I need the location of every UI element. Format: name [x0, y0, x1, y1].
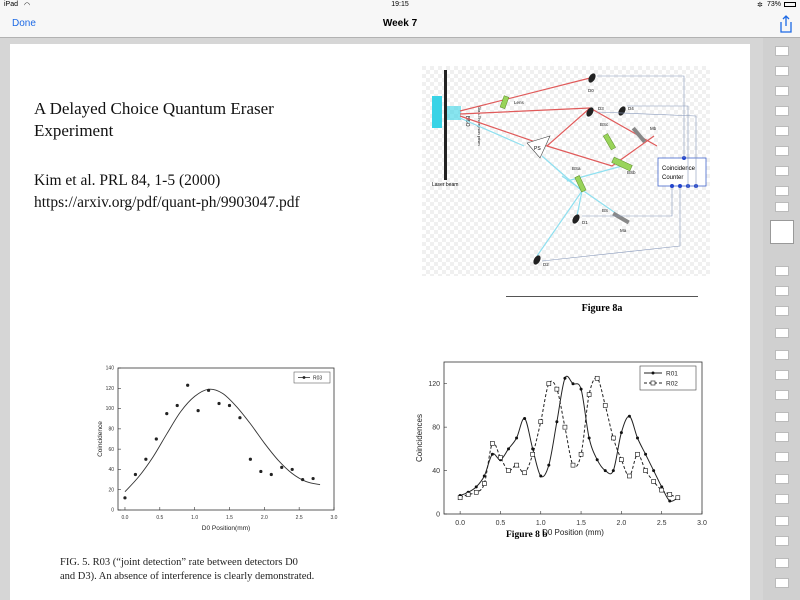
data-point-r01 — [588, 437, 591, 440]
data-point-r03 — [259, 470, 262, 473]
page-thumbnail[interactable] — [775, 146, 789, 156]
page-thumbnail[interactable] — [775, 166, 789, 176]
figure8-footer: Figure 8 b — [506, 530, 548, 540]
data-point-r01 — [620, 431, 623, 434]
y-tick-label: 120 — [105, 385, 114, 392]
slide-title-line1: A Delayed Choice Quantum Eraser — [34, 99, 274, 118]
data-point-r02 — [458, 496, 462, 500]
data-point-r01 — [612, 469, 615, 472]
x-tick-label: 2.0 — [616, 520, 627, 527]
thumbnail-sidebar[interactable] — [763, 38, 800, 600]
data-point-r02 — [652, 479, 656, 483]
data-point-r01 — [523, 417, 526, 420]
y-tick-label: 20 — [108, 487, 114, 494]
document-page — [10, 44, 750, 600]
data-point-r01 — [628, 415, 631, 418]
y-tick-label: 0 — [111, 507, 114, 514]
x-axis-label: D0 Position (mm) — [542, 528, 604, 537]
data-point-r03 — [186, 384, 189, 387]
data-point-r02 — [531, 452, 535, 456]
data-point-r03 — [270, 473, 273, 476]
done-button[interactable]: Done — [12, 18, 36, 29]
slide-title-line2: Experiment — [34, 121, 114, 140]
data-point-r02 — [587, 393, 591, 397]
data-point-r01 — [491, 453, 494, 456]
data-point-r01 — [483, 475, 486, 478]
d0-label: D0 — [588, 88, 594, 93]
data-point-r02 — [571, 463, 575, 467]
data-point-r01 — [475, 485, 478, 488]
data-point-r03 — [123, 496, 126, 499]
chart-fig8 — [410, 310, 710, 536]
data-point-r02 — [627, 474, 631, 478]
data-point-r02 — [523, 471, 527, 475]
data-point-r03 — [291, 468, 294, 471]
data-point-r01 — [668, 499, 671, 502]
y-tick-label: 100 — [105, 406, 114, 413]
data-point-r02 — [474, 490, 478, 494]
legend-marker-r01 — [652, 372, 655, 375]
data-point-r01 — [652, 469, 655, 472]
x-tick-label: 3.0 — [330, 515, 338, 521]
y-tick-label: 120 — [428, 381, 440, 389]
laser-wall — [444, 70, 447, 180]
data-point-r03 — [155, 437, 158, 440]
page-thumbnail[interactable] — [775, 66, 789, 76]
wifi-icon: ◠ — [24, 2, 31, 9]
data-point-r01 — [539, 475, 542, 478]
page-thumbnail[interactable] — [775, 516, 789, 526]
data-point-r03 — [311, 477, 314, 480]
page-thumbnail[interactable] — [775, 306, 789, 316]
data-point-r02 — [676, 496, 680, 500]
caption-line2: and D3). An absence of interference is clearly demonstrated. — [60, 571, 315, 582]
data-point-r03 — [301, 478, 304, 481]
page-thumbnail[interactable] — [775, 494, 789, 504]
coincidence-counter — [658, 158, 706, 186]
x-tick-label: 1.0 — [191, 515, 199, 521]
experiment-diagram — [422, 66, 710, 276]
x-tick-label: 3.0 — [697, 520, 707, 527]
data-point-r03 — [228, 404, 231, 407]
page-thumbnail[interactable] — [775, 106, 789, 116]
data-point-r02 — [515, 463, 519, 467]
data-point-r02 — [668, 492, 672, 496]
bbo-crystal — [447, 106, 461, 120]
page-thumbnail[interactable] — [775, 370, 789, 380]
page-thumbnail[interactable] — [775, 266, 789, 276]
page-thumbnail[interactable] — [775, 328, 789, 338]
d3-label: D3 — [598, 106, 604, 111]
data-point-r02 — [619, 458, 623, 462]
device-label: iPad — [4, 1, 19, 8]
laser-source — [432, 96, 442, 128]
x-tick-label: 2.5 — [656, 520, 667, 527]
x-tick-label: 0.0 — [121, 515, 129, 521]
data-point-r01 — [507, 447, 510, 450]
x-tick-label: 2.5 — [295, 515, 303, 521]
data-point-r02 — [579, 452, 583, 456]
x-tick-label: 1.5 — [576, 520, 586, 527]
bluetooth-icon: ✲ — [757, 2, 763, 9]
data-point-r03 — [144, 458, 147, 461]
data-point-r02 — [636, 452, 640, 456]
data-point-r03 — [238, 416, 241, 419]
page-thumbnail[interactable] — [775, 350, 789, 360]
laser-label: Laser beam — [432, 182, 459, 188]
data-point-r02 — [498, 456, 502, 460]
data-point-r02 — [611, 436, 615, 440]
slide-citation — [34, 170, 300, 214]
x-tick-label: 1.0 — [535, 520, 546, 527]
y-tick-label: 80 — [108, 426, 114, 433]
x-tick-label: 1.5 — [226, 515, 233, 521]
y-tick-label: 60 — [108, 446, 114, 453]
legend-marker — [303, 376, 306, 379]
page-thumbnail[interactable] — [775, 186, 789, 196]
data-point-r01 — [515, 437, 518, 440]
slide-title — [34, 98, 274, 142]
legend-label-r02: R02 — [666, 380, 678, 388]
share-icon[interactable] — [778, 15, 794, 33]
y-axis-label: Coincidences — [415, 413, 424, 463]
page-thumbnail[interactable] — [775, 390, 789, 400]
x-tick-label: 0.0 — [455, 520, 465, 527]
ps-label: PS — [534, 146, 541, 152]
bbo-label: BBO — [464, 116, 470, 127]
data-point-r02 — [555, 387, 559, 391]
data-point-r02 — [660, 488, 664, 492]
x-tick-label: 2.0 — [260, 515, 268, 521]
page-thumbnail[interactable] — [775, 126, 789, 136]
figure8-header: Figure 8a — [581, 303, 623, 314]
data-point-r02 — [539, 420, 543, 424]
figure5-caption — [60, 556, 400, 584]
page-thumbnail[interactable] — [775, 474, 789, 484]
data-point-r03 — [207, 389, 210, 392]
data-point-r02 — [490, 441, 494, 445]
y-tick-label: 80 — [432, 424, 440, 432]
caption-line1: FIG. 5. R03 (“joint detection” rate between detectors D0 — [60, 557, 298, 568]
ma-label: Ma — [620, 228, 627, 233]
page-thumbnail[interactable] — [775, 86, 789, 96]
page-thumbnail[interactable] — [775, 536, 789, 546]
bsb-label: BSb — [627, 170, 636, 175]
data-point-r01 — [644, 453, 647, 456]
lens-label: Lens — [514, 100, 524, 105]
prism-label: Glan-Thompson prism — [477, 106, 482, 146]
data-point-r02 — [482, 482, 486, 486]
data-point-r03 — [249, 458, 252, 461]
document-title: Week 7 — [382, 18, 418, 29]
bsc-label: BSc — [600, 122, 609, 127]
data-point-r03 — [217, 402, 220, 405]
data-point-r02 — [507, 469, 511, 473]
data-point-r01 — [547, 464, 550, 467]
citation-url: https://arxiv.org/pdf/quant-ph/9903047.pdf — [34, 194, 300, 211]
page-thumbnail[interactable] — [775, 432, 789, 442]
data-point-r02 — [563, 425, 567, 429]
data-point-r03 — [134, 473, 137, 476]
figure8-rule — [506, 296, 698, 297]
x-tick-label: 0.5 — [156, 515, 164, 521]
data-point-r02 — [603, 403, 607, 407]
data-point-r01 — [572, 382, 575, 385]
data-point-r01 — [580, 388, 583, 391]
data-point-r01 — [563, 377, 566, 380]
counter-label-2: Counter — [662, 175, 684, 181]
legend-label-r01: R01 — [666, 370, 678, 378]
data-point-r02 — [595, 376, 599, 380]
clock: 19:15 — [391, 1, 409, 8]
nav-bar — [0, 10, 800, 38]
data-point-r01 — [604, 469, 607, 472]
data-point-r01 — [531, 447, 534, 450]
plot-frame — [118, 368, 334, 510]
legend-marker-r02 — [651, 381, 655, 385]
y-tick-label: 140 — [105, 365, 114, 372]
chart-fig5 — [72, 310, 342, 532]
data-point-r02 — [644, 469, 648, 473]
bs-label: BS — [602, 208, 609, 213]
page-thumbnail[interactable] — [775, 202, 789, 212]
series-r02-line — [460, 378, 678, 498]
d2-label: D2 — [543, 262, 549, 267]
y-tick-label: 40 — [432, 467, 440, 475]
data-point-r03 — [280, 466, 283, 469]
citation-text: Kim et al. PRL 84, 1-5 (2000) — [34, 172, 221, 189]
data-point-r03 — [165, 412, 168, 415]
page-thumbnail[interactable] — [775, 558, 789, 568]
legend-label-r03: R03 — [313, 375, 323, 382]
page-thumbnail[interactable] — [775, 286, 789, 296]
data-point-r01 — [555, 420, 558, 423]
data-point-r02 — [547, 382, 551, 386]
page-thumbnail[interactable] — [775, 452, 789, 462]
y-tick-label: 40 — [108, 467, 114, 474]
page-thumbnail[interactable] — [775, 578, 789, 588]
d1-label: D1 — [582, 220, 588, 225]
data-point-r02 — [466, 492, 470, 496]
battery-icon — [784, 2, 796, 7]
battery-percent: 73% — [767, 1, 782, 8]
series-r01-line — [460, 376, 678, 501]
status-bar — [0, 0, 800, 10]
page-thumbnail[interactable] — [775, 412, 789, 422]
mb-label: Mb — [650, 126, 657, 131]
bsa-label: BSa — [572, 166, 581, 171]
y-axis-label: Coincidence — [97, 421, 104, 457]
y-tick-label: 0 — [436, 511, 440, 519]
data-point-r03 — [176, 404, 179, 407]
data-point-r01 — [596, 458, 599, 461]
data-point-r03 — [197, 409, 200, 412]
page-thumbnail[interactable] — [775, 46, 789, 56]
x-tick-label: 0.5 — [495, 520, 506, 527]
page-thumbnail-current[interactable] — [770, 220, 794, 244]
x-axis-label: D0 Position(mm) — [201, 525, 251, 532]
counter-label-1: Coincidence — [662, 166, 696, 172]
data-point-r01 — [636, 437, 639, 440]
fit-curve — [125, 389, 320, 492]
d4-label: D4 — [628, 106, 634, 111]
